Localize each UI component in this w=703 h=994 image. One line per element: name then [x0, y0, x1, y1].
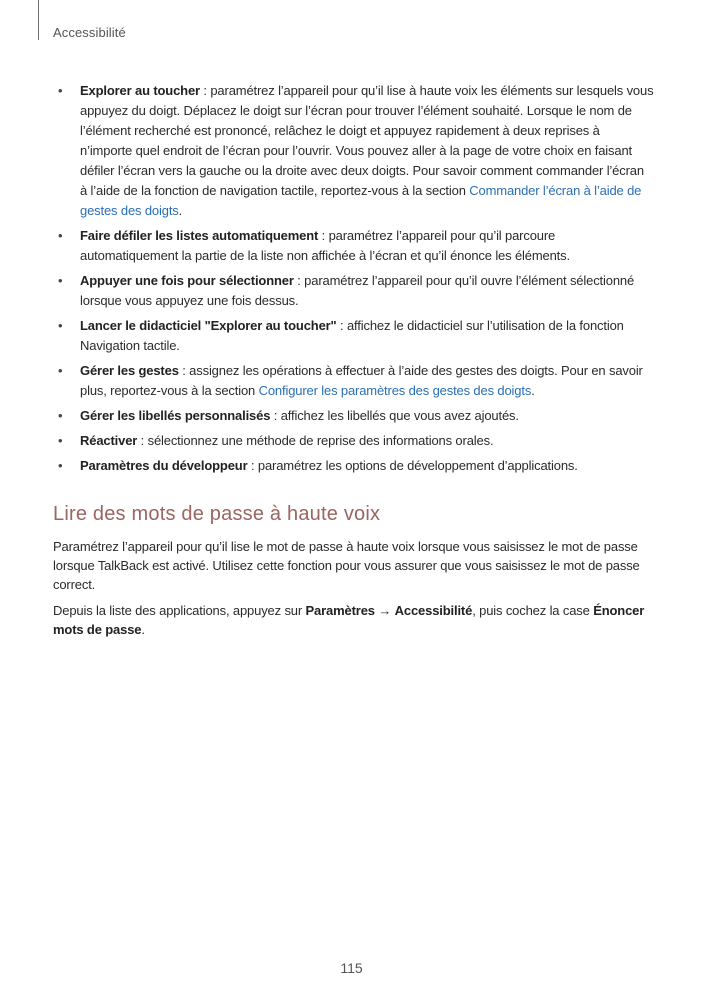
bullet-icon: •	[58, 228, 63, 243]
bullet-icon: •	[58, 408, 63, 423]
list-item-lancer-didacticiel	[54, 316, 654, 356]
punctuation: .	[531, 383, 535, 398]
option-term: Faire défiler les listes automatiquement	[80, 228, 319, 243]
option-description: : sélectionnez une méthode de reprise des informations orales.	[137, 433, 494, 448]
menu-path-accessibilite: Accessibilité	[394, 603, 473, 618]
bullet-icon: •	[58, 83, 63, 98]
instruction-text: , puis cochez la case	[472, 603, 594, 618]
section-heading: Lire des mots de passe à haute voix	[53, 503, 381, 525]
option-description: : assignez les opérations à effectuer à l’aide des gestes des doigts. Pour en savoir plus, reportez-vous à la section	[80, 363, 643, 398]
punctuation: .	[141, 622, 145, 637]
bullet-icon: •	[58, 273, 63, 288]
option-term: Explorer au toucher	[80, 83, 200, 98]
section-paragraph-intro: Paramétrez l’appareil pour qu’il lise le mot de passe à haute voix lorsque vous saisissez le mot de passe lorsque TalkBack est activé. Utilisez cette fonction pour vous assurer que vous saisissez le mot de passe correct.	[53, 539, 640, 592]
list-item-reactiver	[54, 431, 654, 451]
settings-option-list	[54, 81, 654, 481]
option-description: : paramétrez l’appareil pour qu’il lise à haute voix les éléments sur lesquels vous appuyez du doigt. Déplacez le doigt sur l’écran pour trouver l’élément souhaité. Lorsque le nom de l’élément recherché est prononcé, relâchez le doigt et appuyez rapidement à deux reprises à n’importe quel endroit de l’écran pour l’ouvrir. Vous pouvez aller à la page de votre choix en faisant défiler l’écran vers la gauche ou la droite avec deux doigts. Pour savoir comment commander l’écran à l’aide de la fonction de navigation tactile, reportez-vous à la section	[80, 83, 654, 198]
option-description: : paramétrez l’appareil pour qu’il ouvre l’élément sélectionné lorsque vous appuyez une fois dessus.	[80, 273, 635, 308]
option-term: Paramètres du développeur	[80, 458, 248, 473]
section-link[interactable]: Commander l’écran à l’aide de gestes des doigts	[80, 183, 642, 218]
option-term: Lancer le didacticiel "Explorer au toucher"	[80, 318, 337, 333]
bullet-icon: •	[58, 433, 63, 448]
section-header: Accessibilité	[53, 25, 126, 40]
arrow-icon: →	[374, 603, 395, 618]
instruction-text: Depuis la liste des applications, appuyez sur	[53, 603, 306, 618]
menu-path-parametres: Paramètres	[305, 603, 375, 618]
option-enoncer-mots-de-passe: Énoncer mots de passe	[53, 603, 645, 637]
option-description: : affichez le didacticiel sur l’utilisation de la fonction Navigation tactile.	[80, 318, 624, 353]
bullet-icon: •	[58, 318, 63, 333]
bullet-icon: •	[58, 458, 63, 473]
page-number: 115	[340, 960, 363, 976]
option-term: Gérer les gestes	[80, 363, 179, 378]
option-term: Appuyer une fois pour sélectionner	[80, 273, 294, 288]
option-term: Gérer les libellés personnalisés	[80, 408, 271, 423]
list-item-explorer-au-toucher	[54, 81, 654, 221]
list-item-gerer-gestes	[54, 361, 654, 401]
option-term: Réactiver	[80, 433, 138, 448]
header-divider	[38, 0, 39, 40]
list-item-parametres-developpeur	[54, 456, 654, 476]
section-link[interactable]: Configurer les paramètres des gestes des doigts	[258, 383, 532, 398]
option-description: : affichez les libellés que vous avez ajoutés.	[270, 408, 519, 423]
punctuation: .	[178, 203, 183, 218]
list-item-faire-defiler	[54, 226, 654, 266]
bullet-icon: •	[58, 363, 63, 378]
option-description: : paramétrez l’appareil pour qu’il parcoure automatiquement la partie de la liste non affichée à l’écran et qu’il énonce les éléments.	[80, 228, 570, 263]
list-item-gerer-libelles	[54, 406, 654, 426]
list-item-appuyer-une-fois	[54, 271, 654, 311]
section-paragraph-instructions	[53, 601, 653, 639]
option-description: : paramétrez les options de développement d’applications.	[247, 458, 578, 473]
